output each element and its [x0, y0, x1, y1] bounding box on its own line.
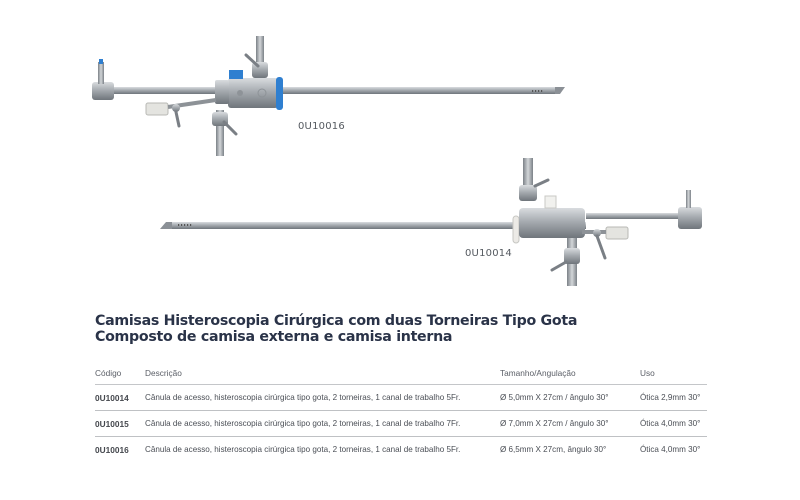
lower-white-tab	[545, 196, 556, 208]
table-row	[95, 411, 707, 437]
row-size: Ø 5,0mm X 27cm / ângulo 30°	[500, 385, 640, 411]
upper-body	[228, 78, 278, 108]
table-row	[95, 437, 707, 463]
header-description: Descrição	[145, 362, 500, 385]
heading-line-2: Composto de camisa externa e camisa interna	[95, 329, 453, 345]
upper-sheath-tube	[110, 87, 560, 94]
upper-blue-flange	[276, 77, 283, 110]
upper-blue-cap	[99, 59, 103, 64]
table-row	[95, 385, 707, 411]
header-use: Uso	[640, 362, 707, 385]
upper-instrument	[92, 36, 565, 156]
header-size: Tamanho/Angulação	[500, 362, 640, 385]
row-description: Cânula de acesso, histeroscopia cirúrgica tipo gota, 2 torneiras, 1 canal de trabalho 7Fr.	[145, 411, 500, 437]
upper-blue-tab	[229, 70, 243, 79]
row-size: Ø 6,5mm X 27cm, ângulo 30°	[500, 445, 607, 454]
row-code: 0U10015	[95, 411, 145, 437]
row-code: 0U10016	[95, 444, 129, 455]
spec-table	[95, 362, 707, 462]
lower-white-flange	[513, 216, 519, 243]
row-description: Cânula de acesso, histeroscopia cirúrgica tipo gota, 2 torneiras, 1 canal de trabalho 5Fr.	[145, 385, 500, 411]
lower-rear-fitting	[678, 207, 702, 229]
lower-instrument-code: 0U10014	[465, 248, 512, 259]
row-size: Ø 7,0mm X 27cm / ângulo 30°	[500, 411, 640, 437]
upper-rear-fitting	[92, 82, 114, 100]
upper-instrument-code: 0U10016	[298, 121, 345, 132]
header-code: Código	[95, 362, 145, 385]
row-use: Ótica 4,0mm 30°	[640, 445, 701, 454]
lower-luer-port	[606, 227, 628, 239]
product-heading	[95, 313, 715, 345]
lower-body	[519, 208, 585, 238]
row-use: Ótica 2,9mm 30°	[640, 385, 707, 411]
row-code: 0U10014	[95, 385, 145, 411]
row-use: Ótica 4,0mm 30°	[640, 411, 707, 437]
table-header-row	[95, 362, 707, 385]
heading-line-1: Camisas Histeroscopia Cirúrgica com duas Torneiras Tipo Gota	[95, 313, 578, 329]
lower-instrument	[160, 158, 702, 286]
upper-luer-port	[146, 103, 168, 115]
row-description: Cânula de acesso, histeroscopia cirúrgica tipo gota, 2 torneiras, 1 canal de trabalho 5Fr.	[145, 445, 461, 454]
